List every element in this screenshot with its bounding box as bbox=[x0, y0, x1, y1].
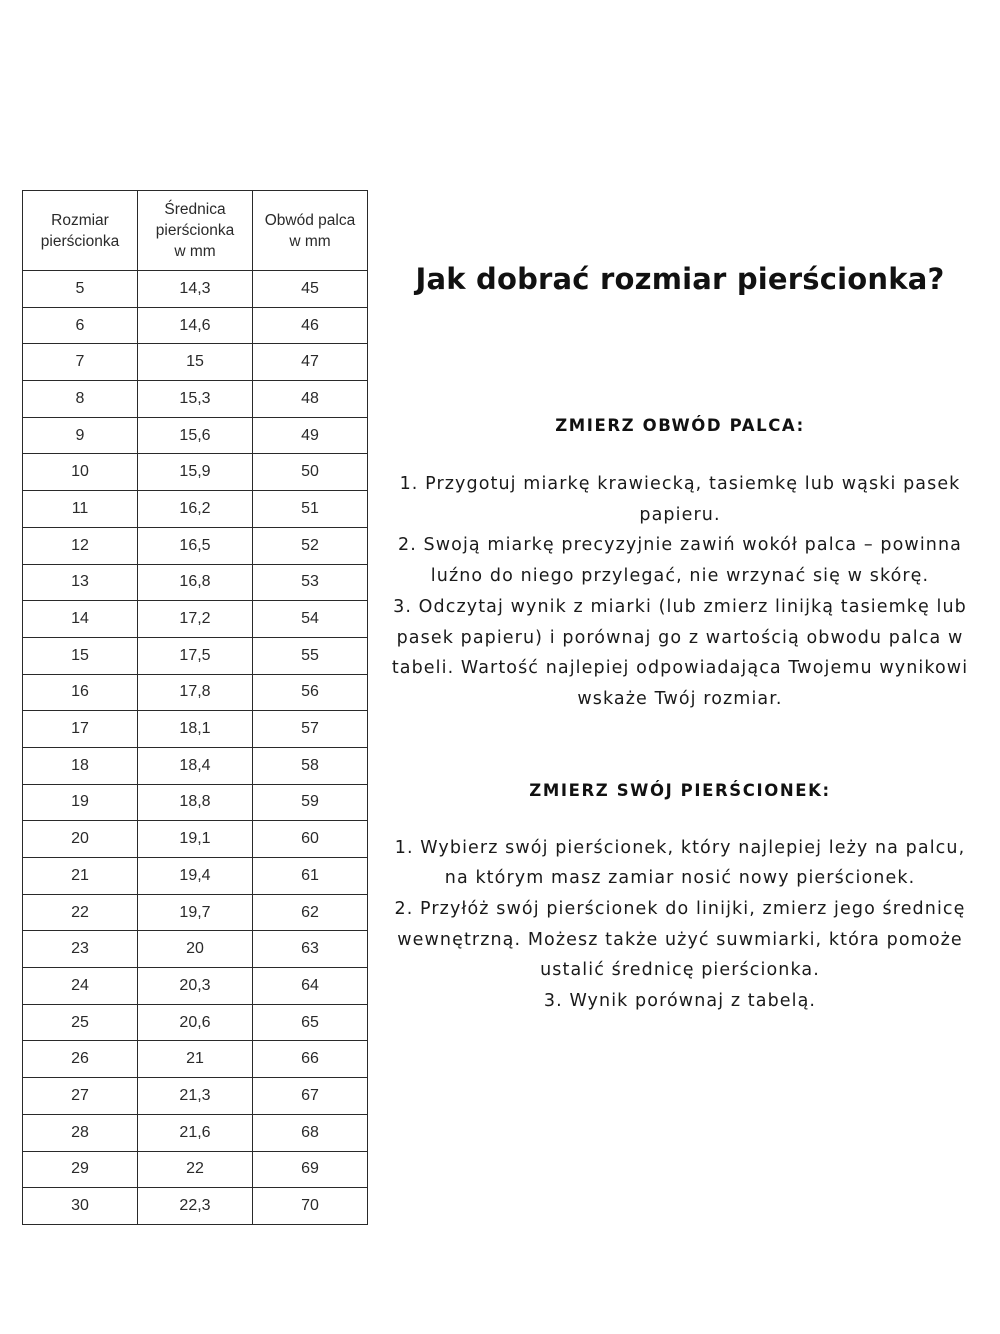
cell-ring-size: 27 bbox=[23, 1078, 138, 1115]
table-row bbox=[23, 527, 368, 564]
cell-ring-diameter: 20 bbox=[138, 931, 253, 968]
cell-finger-circumference: 60 bbox=[253, 821, 368, 858]
cell-ring-size: 8 bbox=[23, 381, 138, 418]
cell-ring-size: 19 bbox=[23, 784, 138, 821]
cell-finger-circumference: 54 bbox=[253, 601, 368, 638]
cell-ring-diameter: 18,1 bbox=[138, 711, 253, 748]
cell-ring-diameter: 21,3 bbox=[138, 1078, 253, 1115]
cell-finger-circumference: 62 bbox=[253, 894, 368, 931]
cell-ring-diameter: 21,6 bbox=[138, 1114, 253, 1151]
cell-ring-size: 24 bbox=[23, 968, 138, 1005]
cell-ring-diameter: 14,3 bbox=[138, 271, 253, 308]
cell-ring-diameter: 16,2 bbox=[138, 491, 253, 528]
table-row bbox=[23, 1078, 368, 1115]
cell-ring-size: 15 bbox=[23, 637, 138, 674]
table-row bbox=[23, 858, 368, 895]
cell-ring-diameter: 18,4 bbox=[138, 747, 253, 784]
measure-finger-steps bbox=[390, 469, 970, 715]
cell-finger-circumference: 63 bbox=[253, 931, 368, 968]
cell-ring-size: 14 bbox=[23, 601, 138, 638]
table-row bbox=[23, 1004, 368, 1041]
cell-ring-diameter: 22,3 bbox=[138, 1188, 253, 1225]
header-finger-circumference: Obwód palca w mm bbox=[253, 191, 368, 271]
cell-finger-circumference: 67 bbox=[253, 1078, 368, 1115]
cell-ring-diameter: 19,1 bbox=[138, 821, 253, 858]
measure-ring-step: 2. Przyłóż swój pierścionek do linijki, zmierz jego średnicę wewnętrzną. Możesz także użyć suwmiarki, która pomoże ustalić średnicę pierścionka. bbox=[394, 899, 966, 981]
cell-ring-size: 29 bbox=[23, 1151, 138, 1188]
cell-ring-size: 30 bbox=[23, 1188, 138, 1225]
measure-finger-heading: ZMIERZ OBWÓD PALCA: bbox=[555, 416, 805, 435]
cell-ring-size: 12 bbox=[23, 527, 138, 564]
cell-finger-circumference: 51 bbox=[253, 491, 368, 528]
cell-ring-size: 22 bbox=[23, 894, 138, 931]
cell-finger-circumference: 66 bbox=[253, 1041, 368, 1078]
table-row bbox=[23, 711, 368, 748]
table-header-row bbox=[23, 191, 368, 271]
cell-finger-circumference: 61 bbox=[253, 858, 368, 895]
table-row bbox=[23, 931, 368, 968]
cell-ring-diameter: 20,6 bbox=[138, 1004, 253, 1041]
cell-ring-size: 16 bbox=[23, 674, 138, 711]
cell-finger-circumference: 46 bbox=[253, 307, 368, 344]
page-title: Jak dobrać rozmiar pierścionka? bbox=[415, 262, 945, 296]
cell-ring-size: 13 bbox=[23, 564, 138, 601]
measure-finger-step: 2. Swoją miarkę precyzyjnie zawiń wokół palca – powinna luźno do niego przylegać, nie wrzynać się w skórę. bbox=[397, 535, 962, 587]
cell-finger-circumference: 64 bbox=[253, 968, 368, 1005]
measure-finger-step: 1. Przygotuj miarkę krawiecką, tasiemkę lub wąski pasek papieru. bbox=[399, 474, 961, 525]
cell-ring-diameter: 21 bbox=[138, 1041, 253, 1078]
cell-finger-circumference: 48 bbox=[253, 381, 368, 418]
table-row bbox=[23, 381, 368, 418]
cell-ring-diameter: 15 bbox=[138, 344, 253, 381]
cell-ring-size: 21 bbox=[23, 858, 138, 895]
cell-finger-circumference: 53 bbox=[253, 564, 368, 601]
cell-ring-size: 10 bbox=[23, 454, 138, 491]
cell-ring-diameter: 18,8 bbox=[138, 784, 253, 821]
measure-ring-step: 1. Wybierz swój pierścionek, który najlepiej leży na palcu, na którym masz zamiar nosić nowy pierścionek. bbox=[394, 837, 966, 889]
cell-ring-size: 9 bbox=[23, 417, 138, 454]
table-row bbox=[23, 637, 368, 674]
cell-finger-circumference: 69 bbox=[253, 1151, 368, 1188]
table-row bbox=[23, 307, 368, 344]
header-ring-diameter: Średnica pierścionka w mm bbox=[138, 191, 253, 271]
cell-ring-diameter: 17,2 bbox=[138, 601, 253, 638]
cell-ring-size: 23 bbox=[23, 931, 138, 968]
measure-ring-step: 3. Wynik porównaj z tabelą. bbox=[543, 991, 817, 1012]
cell-ring-size: 5 bbox=[23, 271, 138, 308]
cell-finger-circumference: 68 bbox=[253, 1114, 368, 1151]
cell-ring-diameter: 14,6 bbox=[138, 307, 253, 344]
measure-ring-steps bbox=[390, 833, 970, 1017]
cell-finger-circumference: 56 bbox=[253, 674, 368, 711]
cell-finger-circumference: 45 bbox=[253, 271, 368, 308]
table-row bbox=[23, 674, 368, 711]
cell-ring-diameter: 22 bbox=[138, 1151, 253, 1188]
cell-finger-circumference: 57 bbox=[253, 711, 368, 748]
table-row bbox=[23, 968, 368, 1005]
table-row bbox=[23, 454, 368, 491]
table-row bbox=[23, 491, 368, 528]
cell-ring-size: 7 bbox=[23, 344, 138, 381]
measure-finger-step: 3. Odczytaj wynik z miarki (lub zmierz linijką tasiemkę lub pasek papieru) i porównaj go z wartością obwodu palca w tabeli. Wartość najlepiej odpowiadająca Twojemu wynikowi wskaże Twój rozmiar. bbox=[391, 596, 969, 709]
cell-finger-circumference: 59 bbox=[253, 784, 368, 821]
table-row bbox=[23, 417, 368, 454]
table-row bbox=[23, 894, 368, 931]
cell-ring-size: 6 bbox=[23, 307, 138, 344]
table-row bbox=[23, 1188, 368, 1225]
cell-ring-diameter: 16,8 bbox=[138, 564, 253, 601]
cell-ring-diameter: 19,7 bbox=[138, 894, 253, 931]
cell-finger-circumference: 55 bbox=[253, 637, 368, 674]
table-row bbox=[23, 564, 368, 601]
measure-ring-heading: ZMIERZ SWÓJ PIERŚCIONEK: bbox=[529, 780, 831, 800]
cell-ring-size: 25 bbox=[23, 1004, 138, 1041]
cell-ring-size: 20 bbox=[23, 821, 138, 858]
cell-ring-diameter: 15,6 bbox=[138, 417, 253, 454]
cell-ring-size: 11 bbox=[23, 491, 138, 528]
cell-ring-size: 18 bbox=[23, 747, 138, 784]
table-row bbox=[23, 784, 368, 821]
cell-ring-diameter: 15,9 bbox=[138, 454, 253, 491]
cell-ring-diameter: 20,3 bbox=[138, 968, 253, 1005]
cell-finger-circumference: 50 bbox=[253, 454, 368, 491]
ring-size-table bbox=[22, 190, 368, 1225]
header-ring-size: Rozmiar pierścionka bbox=[23, 191, 138, 271]
cell-ring-size: 28 bbox=[23, 1114, 138, 1151]
table-row bbox=[23, 601, 368, 638]
table-row bbox=[23, 747, 368, 784]
table-row bbox=[23, 1151, 368, 1188]
cell-ring-diameter: 16,5 bbox=[138, 527, 253, 564]
table-row bbox=[23, 1041, 368, 1078]
cell-ring-diameter: 15,3 bbox=[138, 381, 253, 418]
table-row bbox=[23, 271, 368, 308]
sizing-guide bbox=[390, 262, 970, 1017]
cell-finger-circumference: 70 bbox=[253, 1188, 368, 1225]
cell-finger-circumference: 47 bbox=[253, 344, 368, 381]
cell-ring-size: 17 bbox=[23, 711, 138, 748]
cell-finger-circumference: 58 bbox=[253, 747, 368, 784]
table-body bbox=[23, 271, 368, 1225]
cell-finger-circumference: 65 bbox=[253, 1004, 368, 1041]
cell-ring-size: 26 bbox=[23, 1041, 138, 1078]
cell-ring-diameter: 17,8 bbox=[138, 674, 253, 711]
cell-finger-circumference: 52 bbox=[253, 527, 368, 564]
cell-ring-diameter: 19,4 bbox=[138, 858, 253, 895]
table-row bbox=[23, 821, 368, 858]
cell-finger-circumference: 49 bbox=[253, 417, 368, 454]
table-row bbox=[23, 344, 368, 381]
cell-ring-diameter: 17,5 bbox=[138, 637, 253, 674]
table-row bbox=[23, 1114, 368, 1151]
